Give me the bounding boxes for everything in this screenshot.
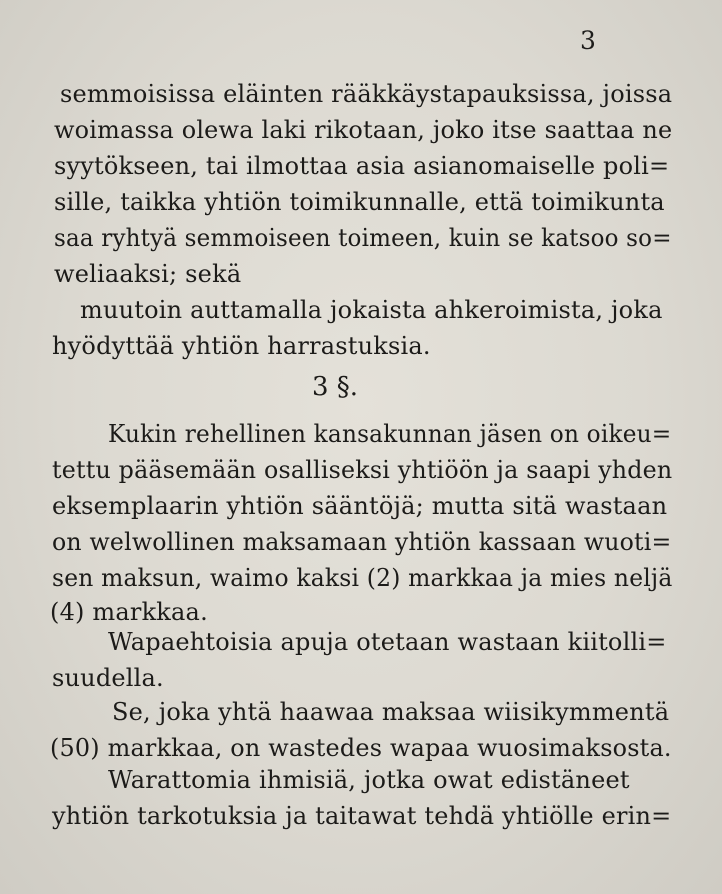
page-number: 3 bbox=[580, 26, 596, 55]
text-line: saa ryhtyä semmoiseen toimeen, kuin se katsoo so= bbox=[54, 224, 672, 252]
text-line: suudella. bbox=[52, 664, 164, 692]
text-line: on welwollinen maksamaan yhtiön kassaan wuoti= bbox=[52, 528, 672, 556]
text-line: muutoin auttamalla jokaista ahkeroimista, joka bbox=[80, 296, 663, 324]
text-line: Wapaehtoisia apuja otetaan wastaan kiitolli= bbox=[108, 628, 667, 656]
text-line: Kukin rehellinen kansakunnan jäsen on oikeu= bbox=[108, 420, 672, 448]
text-line: hyödyttää yhtiön harrastuksia. bbox=[52, 332, 431, 360]
text-line: sille, taikka yhtiön toimikunnalle, että toimikunta bbox=[54, 188, 665, 216]
text-line: Se, joka yhtä haawaa maksaa wiisikymmentä bbox=[112, 698, 670, 726]
text-line: eksemplaarin yhtiön sääntöjä; mutta sitä wastaan bbox=[52, 492, 668, 520]
text-line: sen maksun, waimo kaksi (2) markkaa ja mies neljä bbox=[52, 564, 673, 592]
text-line: Warattomia ihmisiä, jotka owat edistäneet bbox=[108, 766, 630, 794]
text-line: (50) markkaa, on wastedes wapaa wuosimaksosta. bbox=[50, 734, 672, 762]
text-line: yhtiön tarkotuksia ja taitawat tehdä yhtiölle erin= bbox=[52, 802, 672, 830]
text-line: (4) markkaa. bbox=[50, 598, 208, 626]
text-line: woimassa olewa laki rikotaan, joko itse saattaa ne bbox=[54, 116, 673, 144]
text-line: tettu pääsemään osalliseksi yhtiöön ja saapi yhden bbox=[52, 456, 673, 484]
text-line: semmoisissa eläinten rääkkäystapauksissa, joissa bbox=[60, 80, 673, 108]
section-heading: 3 §. bbox=[312, 372, 359, 402]
text-line: weliaaksi; sekä bbox=[54, 260, 242, 288]
text-line: syytökseen, tai ilmottaa asia asianomaiselle poli= bbox=[54, 152, 670, 180]
